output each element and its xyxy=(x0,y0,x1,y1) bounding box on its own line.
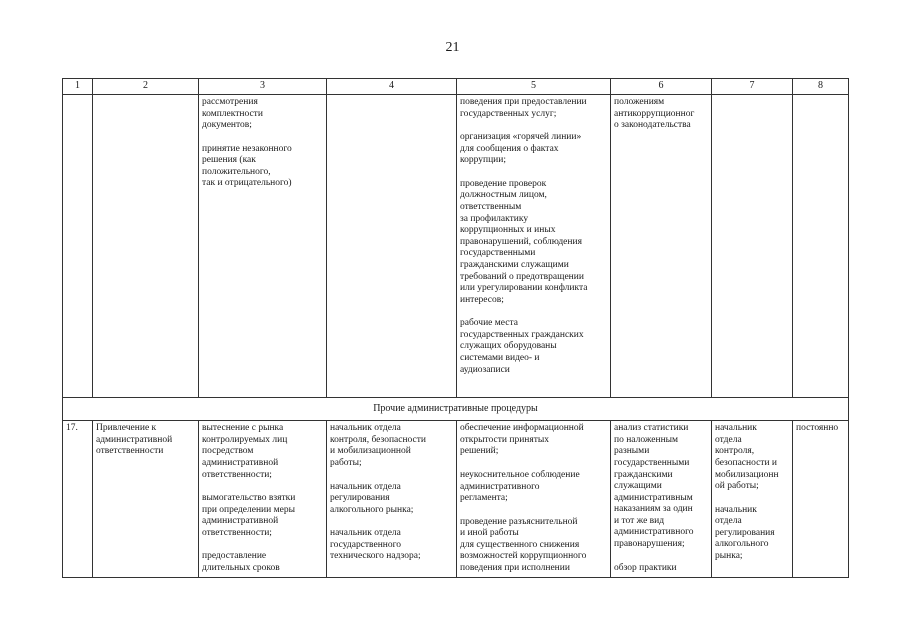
header-cell: 7 xyxy=(712,79,793,95)
cell-text-line: требований о предотвращении xyxy=(460,271,584,282)
cell-text-line: работы; xyxy=(330,457,362,468)
cell-paragraph xyxy=(460,97,607,120)
table-header-row xyxy=(63,79,849,95)
cell-text-line: ответственности; xyxy=(202,469,272,480)
cell-text-line: контроля, безопасности xyxy=(330,434,426,445)
header-cell: 6 xyxy=(611,79,712,95)
cell-text-line: рассмотрения xyxy=(202,97,258,107)
cell-paragraph xyxy=(330,423,453,469)
cell-paragraph xyxy=(202,144,323,190)
cell-text-line: правонарушений, соблюдения xyxy=(460,236,582,247)
cell-text-line: обзор практики xyxy=(614,562,677,573)
cell-paragraph xyxy=(202,423,323,481)
cell-text-line: отдела xyxy=(715,516,742,527)
cell-text-line: и иной работы xyxy=(460,528,519,539)
cell-paragraph xyxy=(202,97,323,132)
cell-text-line: гражданскими служащими xyxy=(460,259,569,270)
cell-text-line: государственных гражданских xyxy=(460,329,584,340)
cell-text-line: коррупции; xyxy=(460,155,506,166)
cell-text-line: наказаниям за один xyxy=(614,504,693,515)
cell-text-line: регламента; xyxy=(460,493,508,504)
control-method-cell xyxy=(611,421,712,577)
cell-text-line: ответственности xyxy=(96,446,164,457)
cell-paragraph xyxy=(202,551,323,574)
cell-text-line: поведения при исполнении xyxy=(460,562,570,573)
cell-text-line: правонарушения; xyxy=(614,538,685,549)
cell-text-line: регулирования xyxy=(330,493,390,504)
cell-text-line: посредством xyxy=(202,446,254,457)
cell-paragraph xyxy=(460,470,607,505)
cell-text-line: административной xyxy=(96,434,173,445)
cell-paragraph xyxy=(460,318,607,376)
risk-area-cell xyxy=(93,421,199,577)
cell-text-line: служащими xyxy=(614,481,662,492)
cell-paragraph xyxy=(330,482,453,517)
measures-table xyxy=(62,78,849,578)
responsible-person-cell xyxy=(712,95,793,398)
header-cell: 8 xyxy=(793,79,849,95)
cell-text-line: алкогольного xyxy=(715,539,769,550)
cell-text-line: рабочие места xyxy=(460,318,518,329)
cell-text-line: контроля, xyxy=(715,446,755,457)
cell-text-line: принятие незаконного xyxy=(202,143,292,154)
header-cell: 5 xyxy=(457,79,611,95)
cell-text-line: государственными xyxy=(460,248,536,259)
cell-text-line: антикоррупционног xyxy=(614,108,695,119)
risk-area-cell xyxy=(93,95,199,398)
cell-paragraph xyxy=(96,423,195,458)
cell-text-line: системами видео- и xyxy=(460,352,540,363)
cell-text-line: начальник xyxy=(715,504,757,515)
cell-text-line: открытости принятых xyxy=(460,434,550,445)
cell-text-line: длительных сроков xyxy=(202,562,280,573)
cell-text-line: государственными xyxy=(614,457,690,468)
cell-text-line: ответственности; xyxy=(202,527,272,538)
cell-paragraph xyxy=(715,423,789,492)
cell-text-line: государственного xyxy=(330,539,402,550)
cell-text-line: анализ статистики xyxy=(614,423,689,434)
cell-paragraph xyxy=(460,517,607,575)
row-number-cell xyxy=(63,95,93,398)
minimization-measures-cell xyxy=(457,95,611,398)
cell-text-line: для сообщения о фактах xyxy=(460,143,559,154)
cell-text-line: и мобилизационной xyxy=(330,446,411,457)
cell-paragraph xyxy=(614,423,708,550)
cell-text-line: организация «горячей линии» xyxy=(460,132,582,143)
cell-text-line: мобилизационн xyxy=(715,469,779,480)
cell-text-line: начальник отдела xyxy=(330,423,401,434)
cell-text-line: за профилактику xyxy=(460,213,529,224)
header-cell: 2 xyxy=(93,79,199,95)
header-cell: 4 xyxy=(327,79,457,95)
page-number: 21 xyxy=(445,40,460,55)
term-cell xyxy=(793,95,849,398)
section-title: Прочие административные процедуры xyxy=(63,398,849,421)
cell-text-line: государственных услуг; xyxy=(460,108,557,119)
table-row xyxy=(63,421,849,577)
cell-paragraph xyxy=(330,528,453,563)
cell-text-line: возможностей коррупционного xyxy=(460,551,587,562)
row-number-cell: 17. xyxy=(63,421,93,577)
cell-text-line: начальник отдела xyxy=(330,528,401,539)
cell-text-line: начальник xyxy=(715,423,757,434)
cell-text-line: гражданскими xyxy=(614,469,673,480)
cell-text-line: по наложенным xyxy=(614,434,679,445)
cell-text-line: административным xyxy=(614,492,693,503)
cell-paragraph xyxy=(715,505,789,563)
cell-text-line: начальник отдела xyxy=(330,481,401,492)
cell-text-line: предоставление xyxy=(202,551,267,562)
minimization-measures-cell xyxy=(457,421,611,577)
cell-paragraph xyxy=(796,423,845,435)
term-cell xyxy=(793,421,849,577)
cell-text-line: интересов; xyxy=(460,294,504,305)
cell-text-line: вытеснение с рынка xyxy=(202,423,284,434)
responsible-position-cell xyxy=(327,421,457,577)
cell-text-line: вымогательство взятки xyxy=(202,493,296,504)
cell-text-line: административного xyxy=(460,481,540,492)
corruption-risk-cell xyxy=(199,95,327,398)
cell-text-line: алкогольного рынка; xyxy=(330,504,414,515)
cell-text-line: административного xyxy=(614,527,694,538)
cell-text-line: поведения при предоставлении xyxy=(460,97,587,107)
cell-text-line: для существенного снижения xyxy=(460,539,580,550)
cell-text-line: отдела xyxy=(715,434,742,445)
cell-paragraph xyxy=(460,179,607,306)
cell-text-line: ой работы; xyxy=(715,481,759,492)
cell-text-line: при определении меры xyxy=(202,504,295,515)
responsible-position-cell xyxy=(327,95,457,398)
cell-text-line: рынка; xyxy=(715,550,743,561)
cell-text-line: безопасности и xyxy=(715,457,777,468)
header-cell: 1 xyxy=(63,79,93,95)
cell-paragraph xyxy=(460,423,607,458)
cell-text-line: комплектности xyxy=(202,108,263,119)
cell-text-line: и тот же вид xyxy=(614,515,665,526)
cell-text-line: должностным лицом, xyxy=(460,190,547,201)
cell-paragraph xyxy=(614,97,708,132)
cell-text-line: контролируемых лиц xyxy=(202,434,288,445)
cell-paragraph xyxy=(460,132,607,167)
cell-text-line: так и отрицательного) xyxy=(202,178,292,189)
cell-text-line: служащих оборудованы xyxy=(460,341,557,352)
cell-text-line: документов; xyxy=(202,120,252,131)
cell-text-line: решений; xyxy=(460,446,499,457)
cell-text-line: разными xyxy=(614,446,650,457)
cell-text-line: обеспечение информационной xyxy=(460,423,584,434)
cell-text-line: проведение разъяснительной xyxy=(460,516,578,527)
cell-text-line: положениям xyxy=(614,97,665,107)
cell-text-line: административной xyxy=(202,516,279,527)
corruption-risk-cell xyxy=(199,421,327,577)
cell-text-line: постоянно xyxy=(796,423,839,434)
cell-text-line: ответственным xyxy=(460,202,522,213)
table-row xyxy=(63,95,849,398)
cell-text-line: Привлечение к xyxy=(96,423,157,434)
cell-text-line: аудиозаписи xyxy=(460,364,510,375)
control-method-cell xyxy=(611,95,712,398)
cell-text-line: неукоснительное соблюдение xyxy=(460,469,580,480)
header-cell: 3 xyxy=(199,79,327,95)
cell-text-line: положительного, xyxy=(202,166,271,177)
cell-text-line: решения (как xyxy=(202,155,256,166)
section-row xyxy=(63,398,849,421)
cell-text-line: административной xyxy=(202,457,279,468)
cell-text-line: коррупционных и иных xyxy=(460,225,556,236)
cell-paragraph xyxy=(614,563,708,575)
cell-paragraph xyxy=(202,493,323,539)
cell-text-line: о законодательства xyxy=(614,120,691,131)
cell-text-line: или урегулировании конфликта xyxy=(460,283,588,294)
responsible-person-cell xyxy=(712,421,793,577)
cell-text-line: проведение проверок xyxy=(460,178,547,189)
cell-text-line: регулирования xyxy=(715,527,775,538)
cell-text-line: технического надзора; xyxy=(330,551,421,562)
